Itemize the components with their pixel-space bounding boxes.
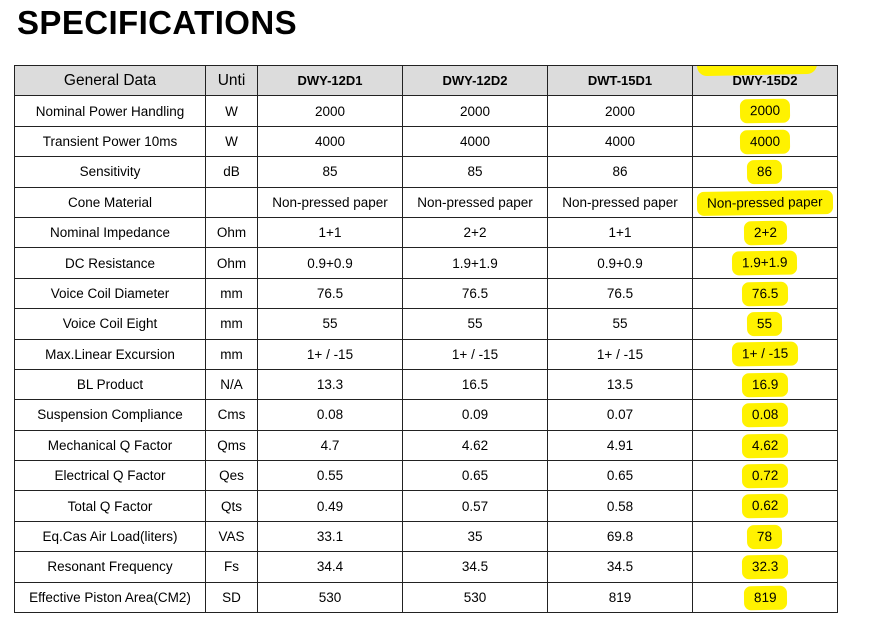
parameter-unit (206, 187, 258, 217)
value-cell-model-2: 76.5 (403, 278, 548, 308)
value-cell-model-3: 2000 (548, 96, 693, 126)
parameter-unit: VAS (206, 521, 258, 551)
table-row (15, 400, 838, 430)
value-cell-model-2: 1.9+1.9 (403, 248, 548, 278)
value-cell-model-1: 33.1 (258, 521, 403, 551)
value-cell-model-3: 1+1 (548, 217, 693, 247)
value-cell-model-1: 13.3 (258, 369, 403, 399)
value-cell-model-2: 55 (403, 309, 548, 339)
highlighted-value-cell (693, 217, 838, 247)
highlighted-value-cell (693, 278, 838, 308)
highlighted-value-cell (693, 582, 838, 612)
highlighted-value-cell (693, 552, 838, 582)
highlighted-value-cell (693, 309, 838, 339)
value-cell-model-2: 0.57 (403, 491, 548, 521)
highlighted-value: 4000 (740, 129, 790, 153)
value-cell-model-3: 0.07 (548, 400, 693, 430)
table-body (15, 96, 838, 613)
parameter-unit: W (206, 96, 258, 126)
parameter-name: DC Resistance (15, 248, 206, 278)
parameter-unit: mm (206, 339, 258, 369)
table-row (15, 582, 838, 612)
specifications-table (14, 65, 838, 613)
table-row (15, 430, 838, 460)
value-cell-model-3: 13.5 (548, 369, 693, 399)
table-row (15, 309, 838, 339)
table-row (15, 157, 838, 187)
value-cell-model-1: 0.9+0.9 (258, 248, 403, 278)
highlighted-value: 2000 (740, 99, 790, 123)
highlighted-value: Non-pressed paper (697, 190, 833, 215)
table-row (15, 552, 838, 582)
parameter-name: Max.Linear Excursion (15, 339, 206, 369)
parameter-name: Voice Coil Diameter (15, 278, 206, 308)
header-model-3: DWT-15D1 (548, 66, 693, 96)
parameter-name: Electrical Q Factor (15, 461, 206, 491)
value-cell-model-1: 2000 (258, 96, 403, 126)
value-cell-model-1: 530 (258, 582, 403, 612)
value-cell-model-3: 69.8 (548, 521, 693, 551)
parameter-unit: N/A (206, 369, 258, 399)
highlighted-value: 55 (747, 312, 782, 336)
table-row (15, 278, 838, 308)
value-cell-model-2: 35 (403, 521, 548, 551)
value-cell-model-1: Non-pressed paper (258, 187, 403, 217)
parameter-name: Resonant Frequency (15, 552, 206, 582)
header-model-2: DWY-12D2 (403, 66, 548, 96)
page-title: SPECIFICATIONS (17, 4, 298, 41)
value-cell-model-3: 86 (548, 157, 693, 187)
parameter-unit: W (206, 126, 258, 156)
highlighted-value: 78 (747, 525, 782, 549)
table-row (15, 187, 838, 217)
value-cell-model-2: 85 (403, 157, 548, 187)
highlighted-value-cell (693, 126, 838, 156)
value-cell-model-3: 0.9+0.9 (548, 248, 693, 278)
value-cell-model-2: 4.62 (403, 430, 548, 460)
value-cell-model-1: 4000 (258, 126, 403, 156)
parameter-name: Total Q Factor (15, 491, 206, 521)
parameter-unit: Fs (206, 552, 258, 582)
parameter-name: Transient Power 10ms (15, 126, 206, 156)
highlighted-value-cell (693, 339, 838, 369)
value-cell-model-1: 0.55 (258, 461, 403, 491)
value-cell-model-3: Non-pressed paper (548, 187, 693, 217)
highlighted-value-cell (693, 96, 838, 126)
parameter-unit: mm (206, 278, 258, 308)
value-cell-model-2: 1+ / -15 (403, 339, 548, 369)
highlighted-value: 16.9 (742, 373, 789, 397)
table-row (15, 461, 838, 491)
highlighted-value: 1.9+1.9 (732, 251, 798, 275)
parameter-unit: Qes (206, 461, 258, 491)
value-cell-model-1: 1+1 (258, 217, 403, 247)
highlighted-value: 4.62 (742, 433, 789, 457)
highlighted-value: 2+2 (743, 221, 786, 245)
value-cell-model-1: 34.4 (258, 552, 403, 582)
highlighted-value: 819 (744, 585, 787, 609)
value-cell-model-3: 34.5 (548, 552, 693, 582)
parameter-unit: SD (206, 582, 258, 612)
highlighted-value: 0.08 (742, 403, 789, 427)
highlighted-value-cell (693, 248, 838, 278)
value-cell-model-3: 4000 (548, 126, 693, 156)
table-row (15, 521, 838, 551)
table-row (15, 491, 838, 521)
highlighted-value-cell (693, 430, 838, 460)
value-cell-model-2: 34.5 (403, 552, 548, 582)
parameter-name: Nominal Impedance (15, 217, 206, 247)
value-cell-model-3: 0.65 (548, 461, 693, 491)
table-row (15, 339, 838, 369)
value-cell-model-1: 76.5 (258, 278, 403, 308)
table-row (15, 126, 838, 156)
highlighted-value-cell (693, 491, 838, 521)
value-cell-model-2: 2+2 (403, 217, 548, 247)
highlighted-value: 1+ / -15 (732, 342, 798, 366)
parameter-name: Mechanical Q Factor (15, 430, 206, 460)
value-cell-model-2: 2000 (403, 96, 548, 126)
value-cell-model-2: 0.65 (403, 461, 548, 491)
value-cell-model-3: 0.58 (548, 491, 693, 521)
header-unit: Unti (206, 66, 258, 96)
parameter-name: Eq.Cas Air Load(liters) (15, 521, 206, 551)
parameter-name: BL Product (15, 369, 206, 399)
table-row (15, 217, 838, 247)
highlighted-value-cell (693, 157, 838, 187)
parameter-name: Nominal Power Handling (15, 96, 206, 126)
parameter-unit: Qms (206, 430, 258, 460)
value-cell-model-3: 55 (548, 309, 693, 339)
highlighted-value-cell (693, 521, 838, 551)
parameter-unit: Cms (206, 400, 258, 430)
highlighted-value-cell (693, 400, 838, 430)
value-cell-model-1: 55 (258, 309, 403, 339)
value-cell-model-1: 85 (258, 157, 403, 187)
value-cell-model-3: 4.91 (548, 430, 693, 460)
parameter-unit: Ohm (206, 217, 258, 247)
value-cell-model-2: Non-pressed paper (403, 187, 548, 217)
value-cell-model-3: 1+ / -15 (548, 339, 693, 369)
header-general-data: General Data (15, 66, 206, 96)
value-cell-model-1: 0.08 (258, 400, 403, 430)
parameter-name: Cone Material (15, 187, 206, 217)
highlighted-value: 76.5 (742, 281, 789, 305)
value-cell-model-1: 0.49 (258, 491, 403, 521)
parameter-unit: dB (206, 157, 258, 187)
table-row (15, 369, 838, 399)
highlighted-value: 0.62 (742, 494, 789, 518)
highlighted-value: 86 (747, 160, 782, 184)
table-row (15, 248, 838, 278)
header-model-4-label: DWY-15D2 (732, 73, 798, 89)
highlighted-value-cell (693, 461, 838, 491)
parameter-unit: Ohm (206, 248, 258, 278)
parameter-name: Sensitivity (15, 157, 206, 187)
highlighted-value: 0.72 (742, 464, 789, 488)
value-cell-model-2: 530 (403, 582, 548, 612)
parameter-unit: mm (206, 309, 258, 339)
parameter-name: Effective Piston Area(CM2) (15, 582, 206, 612)
value-cell-model-2: 4000 (403, 126, 548, 156)
parameter-name: Voice Coil Eight (15, 309, 206, 339)
value-cell-model-1: 4.7 (258, 430, 403, 460)
value-cell-model-3: 819 (548, 582, 693, 612)
value-cell-model-2: 16.5 (403, 369, 548, 399)
header-model-4-highlighted (693, 66, 838, 96)
value-cell-model-1: 1+ / -15 (258, 339, 403, 369)
parameter-unit: Qts (206, 491, 258, 521)
highlighted-value: 32.3 (742, 555, 789, 579)
value-cell-model-3: 76.5 (548, 278, 693, 308)
table-header-row (15, 66, 838, 96)
header-model-1: DWY-12D1 (258, 66, 403, 96)
table-row (15, 96, 838, 126)
highlighted-value-cell (693, 187, 838, 217)
parameter-name: Suspension Compliance (15, 400, 206, 430)
highlighted-value-cell (693, 369, 838, 399)
value-cell-model-2: 0.09 (403, 400, 548, 430)
